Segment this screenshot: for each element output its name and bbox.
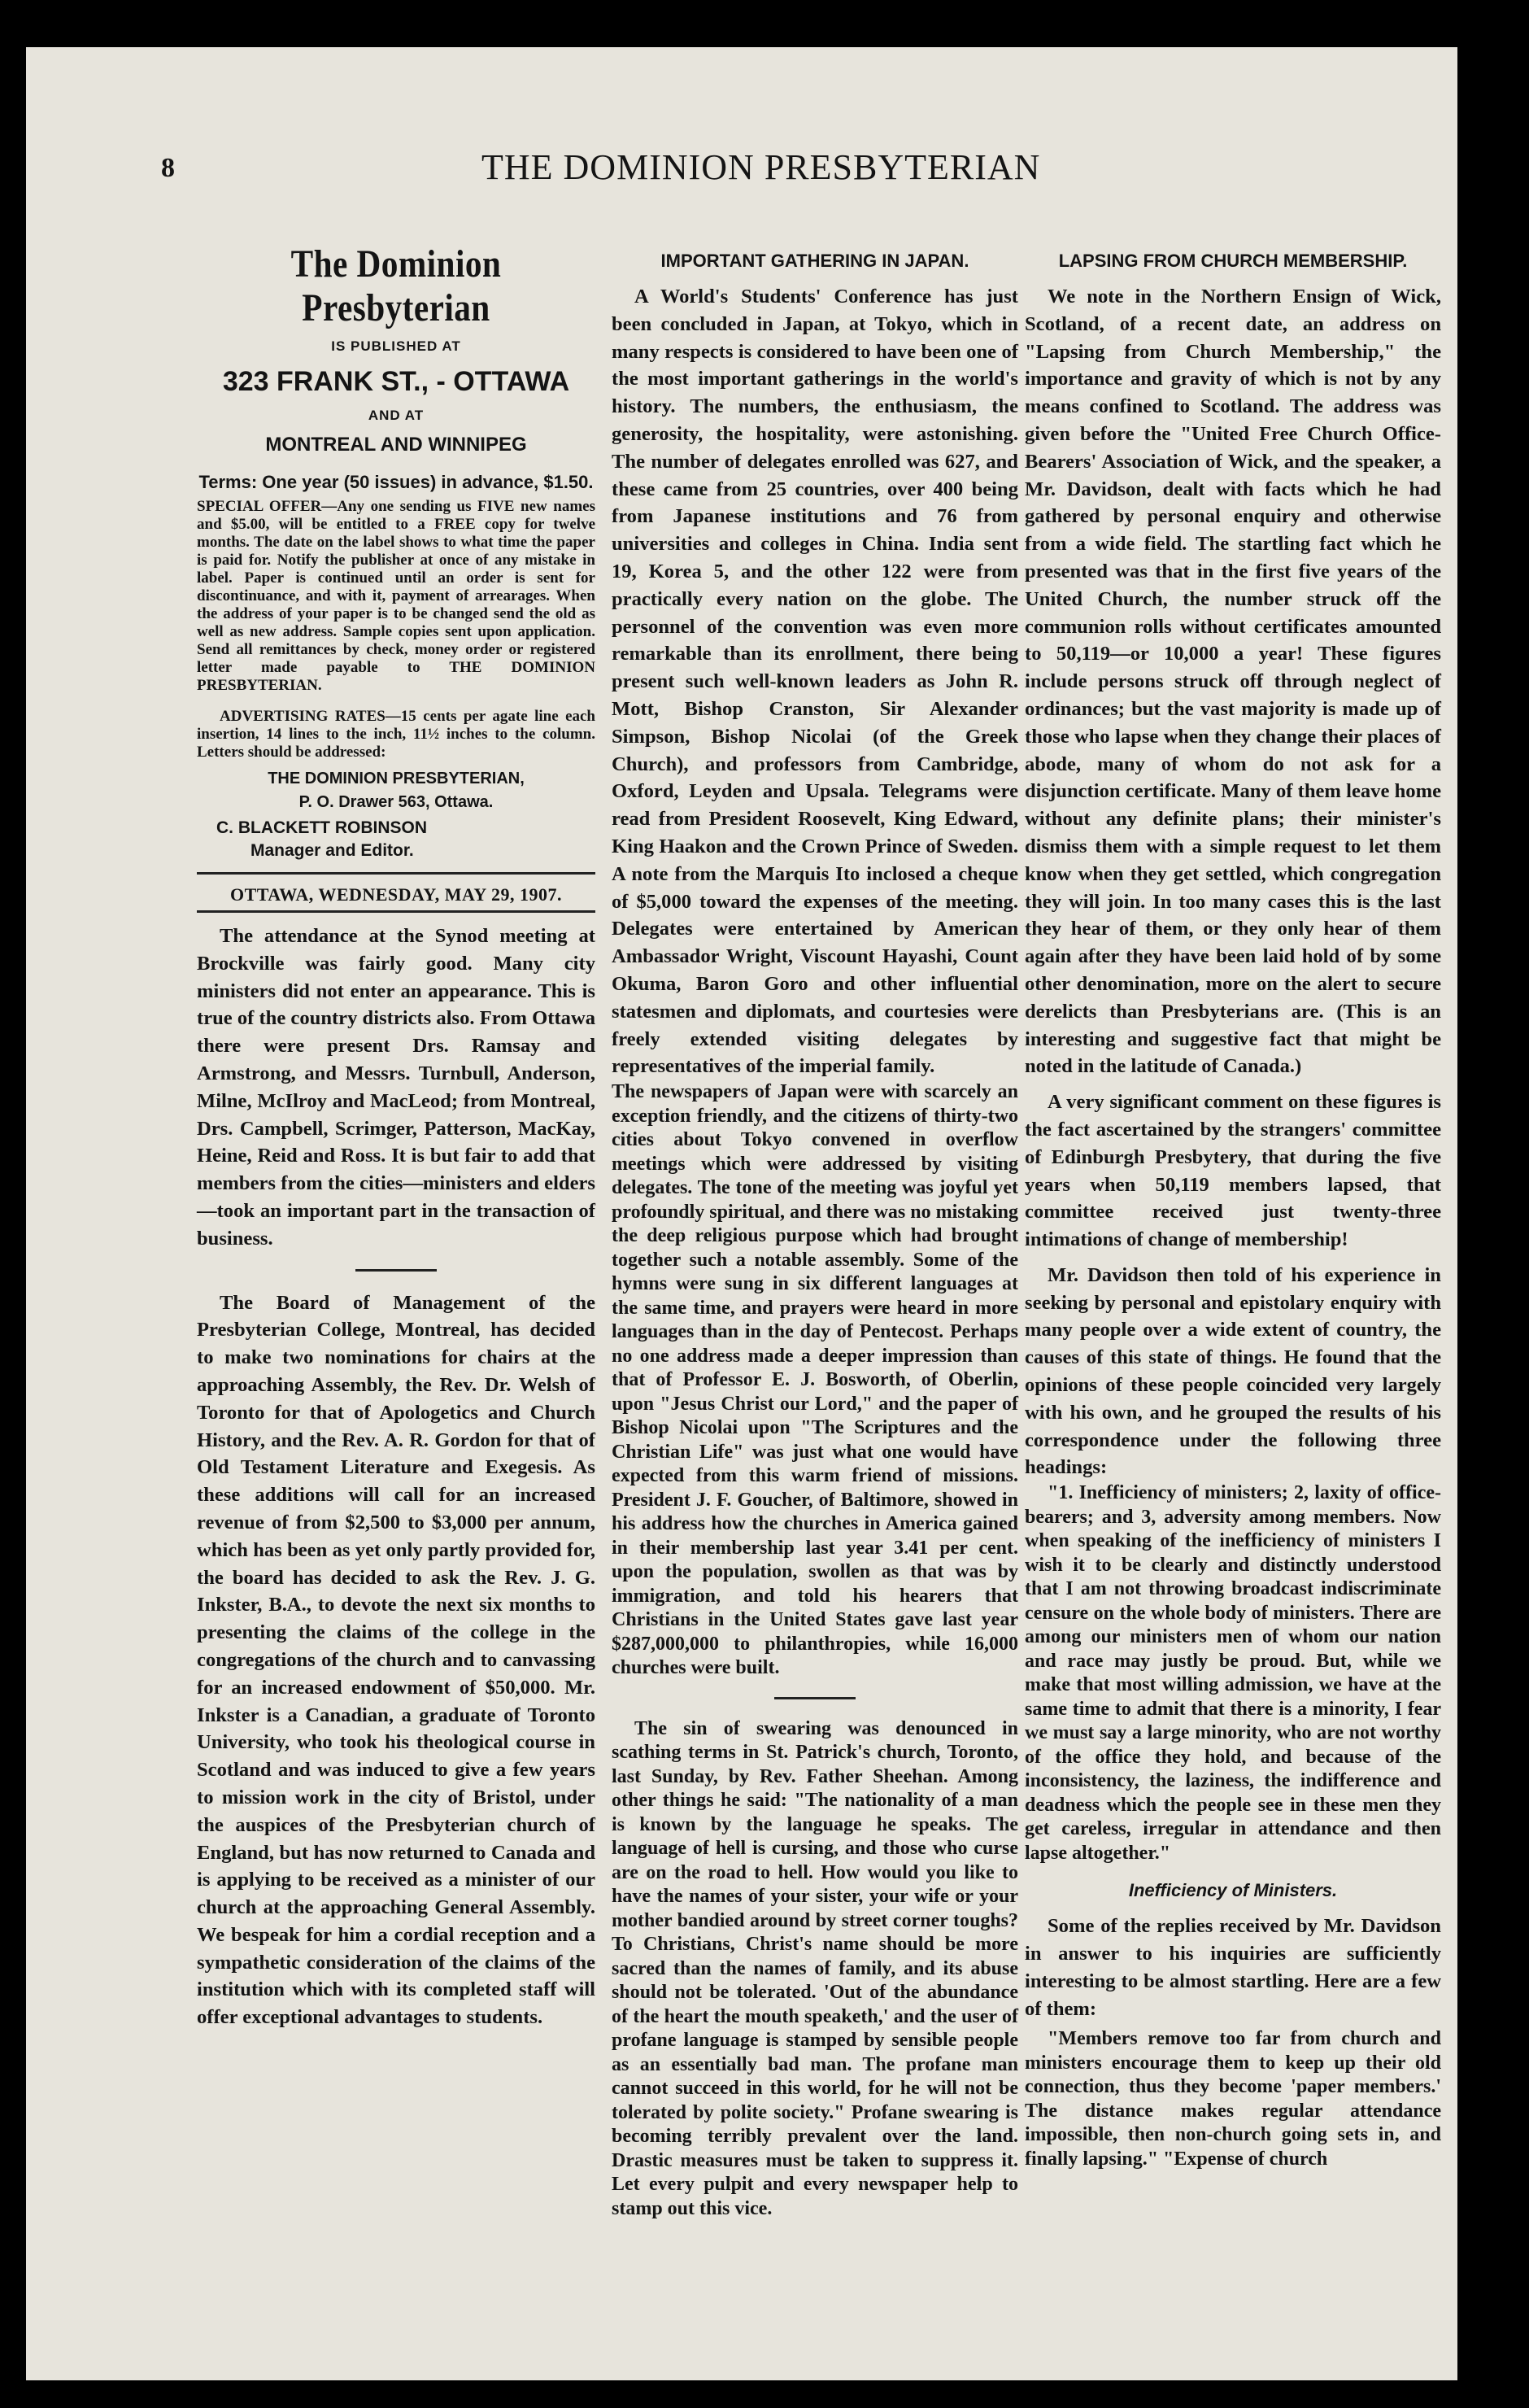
branch-cities: MONTREAL AND WINNIPEG bbox=[265, 434, 527, 456]
lapsing-para-5: Some of the replies received by Mr. Davidson in answer to his inquiries are sufficiently interesting to be almost startling. Here are a few of them: bbox=[1025, 1915, 1441, 2020]
newspaper-page bbox=[26, 47, 1457, 2380]
divider-short bbox=[774, 1697, 856, 1699]
column-1 bbox=[197, 242, 595, 2031]
masthead: THE DOMINION PRESBYTERIAN bbox=[481, 147, 1041, 187]
japan-article-para: A World's Students' Conference has just been concluded in Japan, at Tokyo, which in many respects is considered to have been one of the most important gatherings in the world's history. The numbers, the enthusiasm, the generosity, the hospitality, were astonishing. The number of delegates enrolled was 627, and these came from 25 countries, over 400 being from Japanese institutions and 76 from universities and colleges in China. India sent 19, Korea 5, and the other 122 were from practically every nation on the globe. The personnel of the convention was even more remarkable than its enrollment, there being present such well-known leaders as John R. Mott, Bishop Cranston, Sir Alexander Simpson, Bishop Nicolai (of the Greek Church), and professors from Cambridge, Oxford, Leyden and Upsala. Telegrams were read from President Roosevelt, King Edward, King Haakon and the Crown Prince of Sweden. A note from the Marquis Ito inclosed a cheque of $5,000 toward the expenses of the meeting. Delegates were entertained by American Ambassador Wright, Viscount Hayashi, Count Okuma, Baron Goro and other influential statesmen and diplomats, and courtesies were freely extended visiting delegates by representatives of the imperial family. bbox=[612, 286, 1018, 1078]
lapsing-para-3: Mr. Davidson then told of his experience in seeking by personal and epistolary enquiry with many people over a wide extent of country, the causes of this state of things. He found that the opinions of these people coincided very largely with his own, and he grouped the results of his correspondence under the following three headings: bbox=[1025, 1263, 1441, 1479]
advertising-rates: ADVERTISING RATES—15 cents per agate line each insertion, 14 lines to the inch, 11½ inches to the column. Letters should be addressed: bbox=[197, 708, 595, 761]
column-2 bbox=[612, 251, 1018, 2221]
column-3 bbox=[1025, 251, 1441, 2171]
swearing-paragraph: The sin of swearing was denounced in scathing terms in St. Patrick's church, Toronto, last Sunday, by Rev. Father Sheehan. Among other things he said: "The nationality of a man is known by the language he speaks. The language of hell is cursing, and those who curse are on the road to hell. How would you like to have the names of your sister, your wife or your mother bandied around by street corner toughs? To Christians, Christ's name should be more sacred than the names of family, and its abuse should not be tolerated. 'Out of the abundance of the heart the mouth speaketh,' and the user of profane language is stamped by sensible people as an essentially bad man. The profane man cannot succeed in this world, for he will not be tolerated by polite society." Profane swearing is becoming terribly prevalent over the land. Drastic measures must be taken to suppress it. Let every pulpit and every newspaper help to stamp out this vice. bbox=[612, 1717, 1018, 2219]
inefficiency-subhead: Inefficiency of Ministers. bbox=[1128, 1880, 1338, 1901]
college-paragraph: The Board of Management of the Presbyterian College, Montreal, has decided to make two nominations for chairs at the approaching Assembly, the Rev. Dr. Welsh of Toronto for that of Apologetics and Church History, and the Rev. A. R. Gordon for that of Old Testament Literature and Exegesis. As these additions will call for an increased revenue of from $2,500 to $3,000 per annum, which has been as yet only partly provided for, the board has decided to ask the Rev. J. G. Inkster, B.A., to devote the next six months to presenting the claims of the college in the congregations of the church and to canvassing for an increased endowment of $50,000. Mr. Inkster is a Canadian, a graduate of Toronto University, who took his theological course in Scotland and was induced to give a few years to mission work in the city of Bristol, under the auspices of the Presbyterian church of England, but has now returned to Canada and is applying to be received as a minister of our church at the approaching General Assembly. We bespeak for him a cordial reception and a sympathetic consideration of the claims of the institution which with its completed staff will offer exceptional advantages to students. bbox=[197, 1291, 595, 2029]
lapsing-para-2: A very significant comment on these figures is the fact ascertained by the strangers' committee of Edinburgh Presbytery, that during the five years when 50,119 members lapsed, that committee received just twenty-three intimations of change of membership! bbox=[1025, 1091, 1441, 1251]
lapsing-article-heading: LAPSING FROM CHURCH MEMBERSHIP. bbox=[1058, 251, 1408, 271]
synod-paragraph: The attendance at the Synod meeting at Brockville was fairly good. Many city ministers did not enter an appearance. This is true of the country districts also. From Ottawa there were present Drs. Ramsay and Armstrong, and Messrs. Turnbull, Anderson, Milne, McIlroy and MacLeod; from Montreal, Drs. Campbell, Scrimger, Patterson, MacKay, Heine, Reid and Ross. It is but fair to add that members from the cities—ministers and elders—took an important part in the transaction of business. bbox=[197, 925, 595, 1250]
page-number: 8 bbox=[161, 153, 175, 183]
lapsing-para-6: "Members remove too far from church and ministers encourage them to keep up their old connection, thus they become 'paper members.' The distance makes regular attendance impossible, then non-church going sets in, and finally lapsing." "Expense of church bbox=[1025, 2028, 1441, 2170]
paper-title: The Dominion Presbyterian bbox=[290, 242, 502, 329]
japan-article-heading: IMPORTANT GATHERING IN JAPAN. bbox=[660, 251, 969, 271]
subscription-notices: SPECIAL OFFER—Any one sending us FIVE new names and $5.00, will be entitled to a FREE copy for twelve months. The date on the label shows to what time the paper is paid for. Notify the publisher at once of any mistake in label. Paper is continued until an order is sent for discontinuance, and with it, payment of arrearages. When the address of your paper is to be changed send the old as well as new address. Sample copies sent upon application. Send all remittances by check, money order or registered letter made payable to THE DOMINION PRESBYTERIAN. bbox=[197, 498, 595, 694]
divider-short bbox=[355, 1269, 437, 1272]
po-box: P. O. Drawer 563, Ottawa. bbox=[298, 793, 494, 811]
addressee: THE DOMINION PRESBYTERIAN, bbox=[268, 770, 525, 787]
lapsing-para-1: We note in the Northern Ensign of Wick, Scotland, of a recent date, an address on "Lapsing from Church Membership," the importance and gravity of which is not by any means confined to Scotland. The address was given before the "United Free Church Office-Bearers' Association of Wick, and the speaker, a Mr. Davidson, dealt with facts which he had gathered by personal enquiry and otherwise from a wide field. The startling fact which he presented was that in the first five years of the United Church, the number struck off the communion rolls without certificates amounted to 50,119—or 10,000 a year! These figures include persons struck off through neglect of ordinances; but the vast majority is made up of those who lapse when they change their places of abode, many of whom do not ask for a disjunction certificate. Many of them leave home without any definite plans; their minister's dismiss them with a simple request to let them know when they get settled, which congregation they will join. In too many cases this is the last they hear of them, or they only hear of them again after they have been laid hold of by some other denomination, more on the alert to secure derelicts than Presbyterians are. (This is an interesting and suggestive fact that might be noted in the latitude of Canada.) bbox=[1025, 286, 1441, 1078]
lapsing-quote: "1. Inefficiency of ministers; 2, laxity of office-bearers; and 3, adversity among members. Now when speaking of the inefficiency of ministers I wish it to be clearly and distinctly understood that I am not throwing broadcast indiscriminate censure on the whole body of ministers. There are among our ministers men of whom our nation and race may justly be proud. But, while we make that most willing admission, we have at the same time to admit that there is a minority, I fear we must say a large minority, who are not worthy of the office they hold, and because of the inconsistency, the laziness, the indifference and deadness which the people see in these men they get careless, irregular in attendance and then lapse altogether." bbox=[1025, 1482, 1441, 1864]
manager-title: Manager and Editor. bbox=[250, 841, 414, 860]
divider-rule bbox=[197, 872, 595, 875]
published-at: IS PUBLISHED AT bbox=[331, 338, 461, 354]
divider-rule bbox=[197, 910, 595, 913]
japan-article-para-continued: The newspapers of Japan were with scarcely an exception friendly, and the citizens of thirty-two cities about Tokyo convened in overflow meetings which were addressed by visiting delegates. The tone of the meeting was joyful yet profoundly spiritual, and there was no mistaking the deep religious purpose which had brought together such a notable assembly. Some of the hymns were sung in six different languages at the same time, and prayers were heard in more languages than in the day of Pentecost. Perhaps no one address made a deeper impression than that of Professor E. J. Bosworth, of Oberlin, upon "Jesus Christ our Lord," and the paper of Bishop Nicolai upon "The Scriptures and the Christian Life" was just what one would have expected from this warm friend of missions. President J. F. Goucher, of Baltimore, showed in his address how the churches in America gained in their membership last year 3.41 per cent. upon the population, swollen as that was by immigration, and told his hearers that Christians in the United States gave last year $287,000,000 to philanthropies, while 16,000 churches were built. bbox=[612, 1081, 1018, 1679]
manager-name: C. BLACKETT ROBINSON bbox=[216, 818, 427, 837]
and-at: AND AT bbox=[368, 408, 425, 423]
dateline: OTTAWA, WEDNESDAY, MAY 29, 1907. bbox=[229, 884, 562, 905]
office-address: 323 FRANK ST., - OTTAWA bbox=[222, 366, 570, 397]
subscription-terms: Terms: One year (50 issues) in advance, $1.50. bbox=[198, 472, 594, 492]
